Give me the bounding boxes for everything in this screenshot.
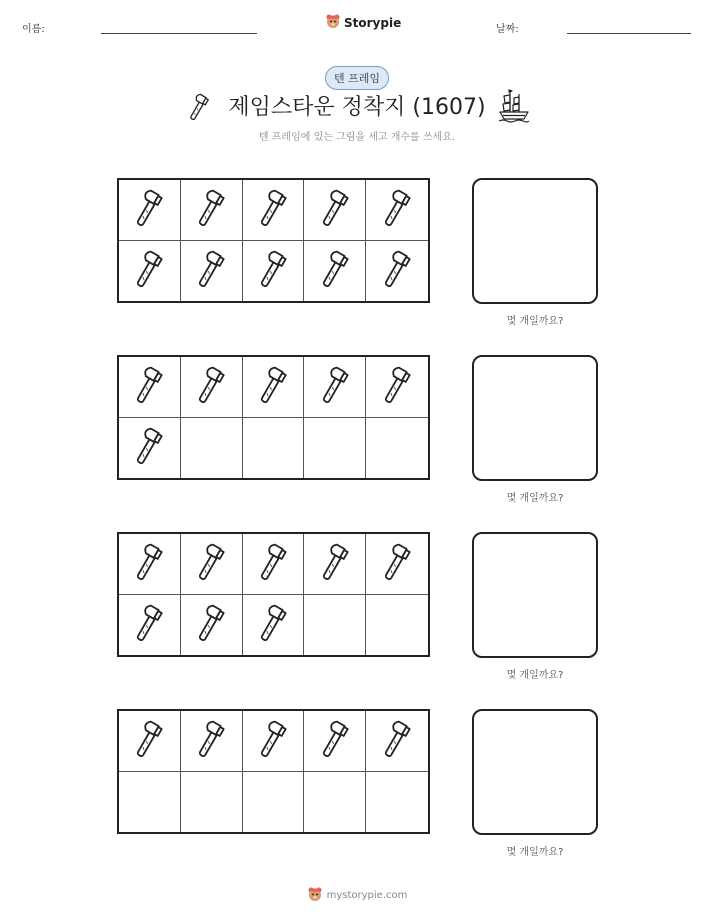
topic-badge: 텐 프레임 xyxy=(325,66,389,90)
ten-frame-cell xyxy=(243,180,305,241)
bear-logo-icon xyxy=(307,886,323,905)
ten-frame-cell xyxy=(304,711,366,772)
axe-icon xyxy=(315,363,355,411)
ten-frame-cell xyxy=(119,595,181,656)
axe-icon xyxy=(129,247,169,295)
answer-box[interactable] xyxy=(472,178,598,304)
axe-icon xyxy=(129,601,169,649)
ten-frame-cell xyxy=(119,711,181,772)
ten-frame-cell xyxy=(366,534,428,595)
axe-icon xyxy=(129,540,169,588)
axe-icon xyxy=(191,717,231,765)
answer-prompt: 몇 개일까요? xyxy=(506,316,564,327)
ten-frame-cell xyxy=(366,595,428,656)
axe-icon xyxy=(315,717,355,765)
axe-icon xyxy=(377,540,417,588)
ten-frame-cell xyxy=(304,241,366,302)
ten-frame xyxy=(117,178,430,303)
ten-frame-cell xyxy=(119,357,181,418)
axe-icon xyxy=(315,247,355,295)
ten-frame-cell xyxy=(243,772,305,833)
axe-icon xyxy=(253,601,293,649)
axe-icon xyxy=(253,247,293,295)
bear-logo-icon xyxy=(325,13,341,32)
axe-icon xyxy=(191,363,231,411)
axe-icon xyxy=(191,247,231,295)
ten-frame-cell xyxy=(243,241,305,302)
ten-frame-cell xyxy=(119,180,181,241)
ten-frame-cell xyxy=(243,595,305,656)
ten-frame-cell xyxy=(366,241,428,302)
answer-box[interactable] xyxy=(472,532,598,658)
instructions: 텐 프레임에 있는 그림을 세고 개수를 쓰세요. xyxy=(258,132,456,143)
answer-prompt: 몇 개일까요? xyxy=(506,670,564,681)
date-label: 날짜: xyxy=(496,24,519,35)
ten-frame-cell xyxy=(181,418,243,479)
date-line xyxy=(567,33,691,34)
ten-frame-cell xyxy=(366,772,428,833)
ten-frame xyxy=(117,709,430,834)
ten-frame-cell xyxy=(181,772,243,833)
footer xyxy=(0,886,714,905)
ten-frame-cell xyxy=(181,711,243,772)
axe-icon xyxy=(129,186,169,234)
axe-icon xyxy=(253,186,293,234)
axe-icon xyxy=(129,363,169,411)
answer-prompt: 몇 개일까요? xyxy=(506,847,564,858)
ten-frame-cell xyxy=(243,711,305,772)
ten-frame-cell xyxy=(366,418,428,479)
ten-frame-cell xyxy=(366,180,428,241)
ten-frame-cell xyxy=(119,534,181,595)
ship-icon xyxy=(497,88,531,128)
axe-icon xyxy=(191,186,231,234)
answer-box[interactable] xyxy=(472,355,598,481)
axe-icon xyxy=(377,717,417,765)
name-line xyxy=(101,33,257,34)
page-title: 제임스타운 정착지 (1607) xyxy=(228,95,486,120)
axe-icon xyxy=(253,540,293,588)
axe-icon xyxy=(315,186,355,234)
ten-frame-cell xyxy=(119,772,181,833)
axe-icon xyxy=(377,247,417,295)
ten-frame-cell xyxy=(304,595,366,656)
axe-icon xyxy=(315,540,355,588)
ten-frame-cell xyxy=(366,711,428,772)
ten-frame-cell xyxy=(366,357,428,418)
ten-frame-cell xyxy=(181,180,243,241)
answer-prompt: 몇 개일까요? xyxy=(506,493,564,504)
axe-icon xyxy=(191,540,231,588)
ten-frame-cell xyxy=(119,241,181,302)
axe-icon xyxy=(253,363,293,411)
ten-frame-cell xyxy=(304,180,366,241)
axe-icon xyxy=(377,363,417,411)
ten-frame xyxy=(117,532,430,657)
axe-icon xyxy=(129,424,169,472)
ten-frame-cell xyxy=(304,534,366,595)
ten-frame-cell xyxy=(181,534,243,595)
ten-frame xyxy=(117,355,430,480)
ten-frame-cell xyxy=(304,357,366,418)
axe-icon xyxy=(253,717,293,765)
brand-name: Storypie xyxy=(344,15,402,30)
ten-frame-cell xyxy=(243,357,305,418)
ten-frame-cell xyxy=(304,418,366,479)
axe-icon xyxy=(191,601,231,649)
answer-box[interactable] xyxy=(472,709,598,835)
ten-frame-cell xyxy=(119,418,181,479)
name-label: 이름: xyxy=(22,24,45,35)
footer-site: mystorypie.com xyxy=(326,890,408,901)
ten-frame-cell xyxy=(304,772,366,833)
axe-icon xyxy=(129,717,169,765)
brand xyxy=(325,13,401,32)
ten-frame-cell xyxy=(181,241,243,302)
ten-frame-cell xyxy=(181,357,243,418)
axe-icon xyxy=(377,186,417,234)
ten-frame-cell xyxy=(181,595,243,656)
ten-frame-cell xyxy=(243,534,305,595)
ten-frame-cell xyxy=(243,418,305,479)
